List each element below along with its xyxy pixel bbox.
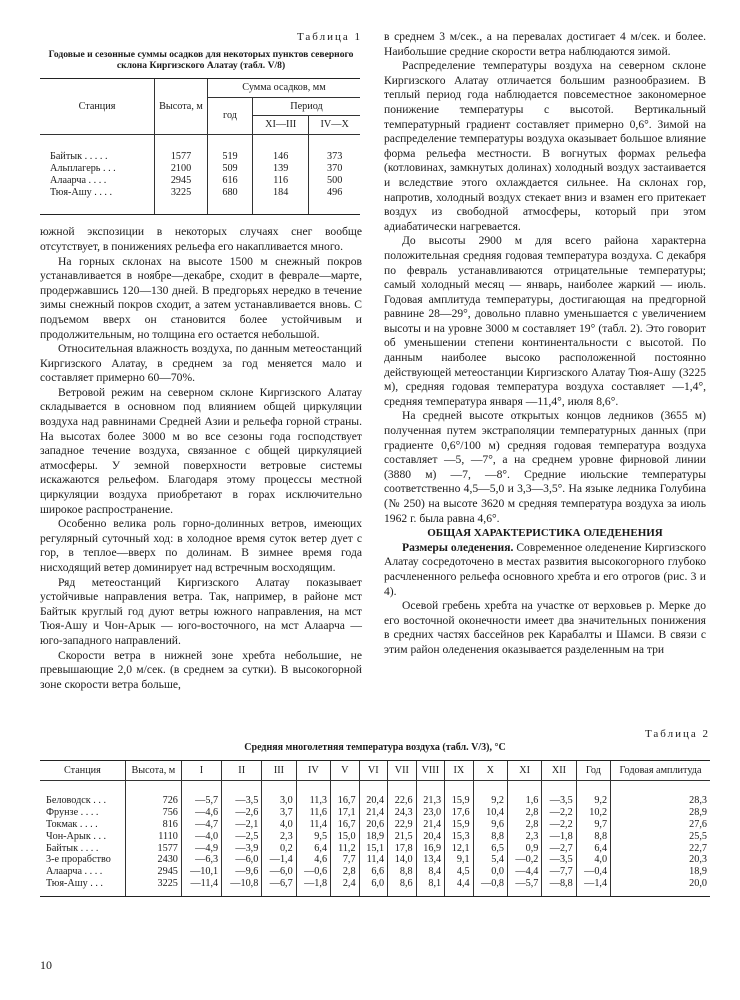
table2-cell: 6,6 bbox=[359, 866, 388, 878]
right-paragraph: в среднем 3 м/сек., а на перевалах достигает 4 м/сек. и более. Наибольшие средние скорости ветра наблюдаются зимой. bbox=[384, 30, 706, 58]
table2-cell: —5,7 bbox=[181, 781, 221, 807]
table2-cell: 3,0 bbox=[262, 781, 296, 807]
table2-cell: 28,3 bbox=[611, 781, 710, 807]
table2-cell: 1110 bbox=[125, 831, 181, 843]
table1-cell-year: 680 bbox=[208, 187, 253, 215]
table2-cell: 3,7 bbox=[262, 807, 296, 819]
table-row bbox=[40, 175, 360, 187]
table2-cell: —4,9 bbox=[181, 843, 221, 855]
table1-cell-p1: 146 bbox=[253, 135, 309, 163]
table2-cell: 18,9 bbox=[359, 831, 388, 843]
table2-header-cell: V bbox=[331, 760, 360, 781]
table2-header-cell: Высота, м bbox=[125, 760, 181, 781]
table2-cell: 22,9 bbox=[388, 819, 417, 831]
table2-cell: 15,9 bbox=[445, 819, 474, 831]
table2-cell: 14,0 bbox=[388, 854, 417, 866]
table2-cell: 27,6 bbox=[611, 819, 710, 831]
table2-cell: 4,4 bbox=[445, 878, 474, 896]
table1-cell-station: Альплагерь . . . bbox=[50, 162, 116, 174]
table2-cell: 21,3 bbox=[416, 781, 445, 807]
table2-cell: 18,9 bbox=[611, 866, 710, 878]
left-paragraph: На горных склонах на высоте 1500 м снежный покров устанавливается в ноябре—декабре, сходит в феврале—марте, продержавшись 120—130 дней. В предгорьях нередко в течение зимы снежный покров сходит, а затем устанавливается вновь. С подъемом вверх он становится более устойчивым и продолжительным, но толщина его остается небольшой. bbox=[40, 254, 362, 341]
table2-cell: —2,2 bbox=[542, 807, 576, 819]
table2-cell: —4,6 bbox=[181, 807, 221, 819]
table1-header-p2: IV—X bbox=[309, 116, 360, 135]
table1-header-p1: XI—III bbox=[253, 116, 309, 135]
table2-cell: 3225 bbox=[125, 878, 181, 896]
table2-cell: —7,7 bbox=[542, 866, 576, 878]
table2-cell: 6,4 bbox=[296, 843, 330, 855]
table2-cell: 2,8 bbox=[331, 866, 360, 878]
table1-cell-year: 519 bbox=[208, 135, 253, 163]
left-column bbox=[40, 30, 362, 692]
table1-cell-height: 2100 bbox=[155, 163, 208, 175]
table2-cell: —2,7 bbox=[542, 843, 576, 855]
table2-cell-station: Беловодск . . . bbox=[46, 795, 107, 807]
table2-cell: —1,4 bbox=[576, 878, 610, 896]
table2-cell: 2,3 bbox=[262, 831, 296, 843]
right-paragraph: На средней высоте открытых концов ледников (3655 м) полученная путем экстраполяции температурных данных (при градиенте 0,6°/100 м) средняя годовая температура воздуха составляет —5, —7°, а на среднем уровне фирновой линии (3880 м) —7, —8°. Средние июльские температуры соответственно 4,5—5,0 и 3,3—3,5°. На языке ледника Голубина (№ 250) на высоте 3620 м средняя температура воздуха за июль 1962 г. была равна 4,6°. bbox=[384, 409, 706, 525]
table2-cell: —8,8 bbox=[542, 878, 576, 896]
table2-cell: 22,7 bbox=[611, 843, 710, 855]
table1-cell-station: Байтык . . . . . bbox=[50, 151, 108, 163]
table2 bbox=[40, 760, 710, 897]
table2-cell: 7,7 bbox=[331, 854, 360, 866]
table2-header-row bbox=[40, 760, 710, 781]
table1-header-period: Период bbox=[253, 97, 361, 116]
table2-cell: 20,4 bbox=[416, 831, 445, 843]
table2-cell: 16,9 bbox=[416, 843, 445, 855]
table2-cell: 8,6 bbox=[388, 878, 417, 896]
table2-cell: 0,0 bbox=[473, 866, 507, 878]
table2-header-cell: XII bbox=[542, 760, 576, 781]
table2-cell: 11,4 bbox=[296, 819, 330, 831]
table2-header-cell: Годовая амплитуда bbox=[611, 760, 710, 781]
table-row bbox=[40, 866, 710, 878]
runin-heading: Размеры оледенения. bbox=[402, 540, 514, 554]
table2-block bbox=[40, 728, 710, 897]
table2-cell-station: Тюя-Ашу . . . bbox=[40, 878, 125, 896]
table2-cell-station: Байтык . . . . bbox=[46, 842, 99, 854]
left-paragraph: южной экспозиции в некоторых случаях снег вообще отсутствует, в понижениях рельефа его накапливается много. bbox=[40, 225, 362, 253]
table2-header-cell: X bbox=[473, 760, 507, 781]
table-row bbox=[40, 807, 710, 819]
table2-header-cell: Год bbox=[576, 760, 610, 781]
table2-cell: 23,0 bbox=[416, 807, 445, 819]
table2-cell: 10,2 bbox=[576, 807, 610, 819]
table1-cell-p2: 496 bbox=[309, 187, 360, 215]
table2-cell: 2430 bbox=[125, 854, 181, 866]
table2-cell: 1,6 bbox=[507, 781, 541, 807]
table2-cell: 2945 bbox=[125, 866, 181, 878]
table2-cell: 816 bbox=[125, 819, 181, 831]
table2-cell: 15,3 bbox=[445, 831, 474, 843]
table2-cell: —4,0 bbox=[181, 831, 221, 843]
table1-cell-p2: 370 bbox=[309, 163, 360, 175]
table2-cell: —4,4 bbox=[507, 866, 541, 878]
right-paragraph: Осевой гребень хребта на участке от верховьев р. Мерке до его восточной оконечности имеет два значительных понижения в средних частях бассейнов рек Карабалты и Шамси. В связи с этим район оледенения оказывается разделенным на три bbox=[384, 599, 706, 656]
table-row bbox=[40, 831, 710, 843]
table2-cell: 25,5 bbox=[611, 831, 710, 843]
table1-cell-year: 509 bbox=[208, 163, 253, 175]
table2-cell: 9,6 bbox=[473, 819, 507, 831]
table2-cell: 21,4 bbox=[359, 807, 388, 819]
table2-header-cell: II bbox=[222, 760, 262, 781]
table2-cell: 10,4 bbox=[473, 807, 507, 819]
table2-cell: 8,4 bbox=[416, 866, 445, 878]
table2-cell: 8,8 bbox=[388, 866, 417, 878]
table1-cell-height: 3225 bbox=[155, 187, 208, 215]
table2-cell: 2,3 bbox=[507, 831, 541, 843]
table2-cell: 5,4 bbox=[473, 854, 507, 866]
table2-header-cell: VIII bbox=[416, 760, 445, 781]
left-paragraph: Ряд метеостанций Киргизского Алатау показывает устойчивые направления ветра. Так, например, в районе мст Байтык круглый год дуют ветры южного направления, на мст Тюя-Ашу и Чон-Арык — юго-восточного, на мст Алаарча — юго-западного направлений. bbox=[40, 575, 362, 647]
table2-cell: 20,0 bbox=[611, 878, 710, 896]
table2-cell: —6,7 bbox=[262, 878, 296, 896]
table2-cell: 24,3 bbox=[388, 807, 417, 819]
table1-header-station: Станция bbox=[40, 78, 155, 134]
table2-cell: —2,6 bbox=[222, 807, 262, 819]
table2-cell: —6,0 bbox=[262, 866, 296, 878]
table2-cell: 6,5 bbox=[473, 843, 507, 855]
table1 bbox=[40, 78, 360, 216]
table2-cell: 20,3 bbox=[611, 854, 710, 866]
right-paragraph bbox=[384, 541, 706, 599]
table2-cell: —1,8 bbox=[542, 831, 576, 843]
table-row bbox=[40, 187, 360, 215]
table-row bbox=[40, 163, 360, 175]
table2-cell: —3,5 bbox=[542, 854, 576, 866]
table-row bbox=[40, 878, 710, 896]
table2-cell: 15,0 bbox=[331, 831, 360, 843]
table1-cell-p1: 139 bbox=[253, 163, 309, 175]
table-row bbox=[40, 854, 710, 866]
table2-header-cell: Станция bbox=[40, 760, 125, 781]
table2-cell: 11,3 bbox=[296, 781, 330, 807]
table2-cell-station: Токмак . . . . bbox=[46, 818, 98, 830]
table1-cell-p1: 116 bbox=[253, 175, 309, 187]
table2-cell: 17,8 bbox=[388, 843, 417, 855]
table-row bbox=[40, 843, 710, 855]
table2-cell: 12,1 bbox=[445, 843, 474, 855]
table2-cell: 28,9 bbox=[611, 807, 710, 819]
table2-cell: —9,6 bbox=[222, 866, 262, 878]
table2-cell: 6,4 bbox=[576, 843, 610, 855]
left-paragraph: Скорости ветра в нижней зоне хребта небольшие, не превышающие 2,0 м/сек. (в среднем за сутки). В высокогорной зоне скорости ветра больше, bbox=[40, 648, 362, 691]
table1-cell-height: 2945 bbox=[155, 175, 208, 187]
left-paragraph: Особенно велика роль горно-долинных ветров, имеющих регулярный суточный ход: в холодное время суток ветер дует с гор, в теплое—вверх по долинам. В зимнее время года нисходящий ветер доминирует над встречным восходящим. bbox=[40, 517, 362, 575]
table2-header-cell: VII bbox=[388, 760, 417, 781]
table2-cell: —1,4 bbox=[262, 854, 296, 866]
table2-cell: —0,2 bbox=[507, 854, 541, 866]
right-paragraph: До высоты 2900 м для всего района характерна положительная средняя годовая температура воздуха. С декабря по февраль устанавливаются отрицательные температуры; самый холодный месяц — январь, наиболее жаркий — июль. Годовая амплитуда температуры, достигающая на предгорной равнине 28—29°, довольно плавно уменьшается с увеличением высоты и на уровне 3000 м составляет 19° (табл. 2). Это говорит об уменьшении степени континентальности с высотой. По данным наиболее высоко расположенной постоянно действующей метеостанции Киргизского Алатау Тюя-Ашу (3225 м), средняя годовая температура воздуха составляет —1,4°, средняя температура января —11,4°, июля 8,6°. bbox=[384, 234, 706, 408]
table2-cell: 15,9 bbox=[445, 781, 474, 807]
table2-cell: 8,1 bbox=[416, 878, 445, 896]
table2-cell: 13,4 bbox=[416, 854, 445, 866]
table-row bbox=[40, 819, 710, 831]
table2-cell: 1577 bbox=[125, 843, 181, 855]
table1-header-year: год bbox=[208, 97, 253, 135]
table1-cell-station: Алаарча . . . . bbox=[50, 174, 107, 186]
table1-caption: Годовые и сезонные суммы осадков для некоторых пунктов северного склона Киргизского Алатау (табл. V/8) bbox=[48, 48, 354, 72]
table2-cell: 11,4 bbox=[359, 854, 388, 866]
table-row bbox=[40, 781, 710, 807]
left-paragraph: Относительная влажность воздуха, по данным метеостанций Киргизского Алатау, в среднем за год меняется мало и составляет примерно 60—70%. bbox=[40, 342, 362, 385]
table2-cell: 756 bbox=[125, 807, 181, 819]
table2-body bbox=[40, 781, 710, 896]
table2-cell: —0,8 bbox=[473, 878, 507, 896]
table1-cell-year: 616 bbox=[208, 175, 253, 187]
table2-cell: —2,5 bbox=[222, 831, 262, 843]
table2-cell-station: Чон-Арык . . . bbox=[46, 830, 107, 842]
left-paragraph: Ветровой режим на северном склоне Киргизского Алатау складывается в основном под влиянием общей циркуляции воздуха над равнинами Средней Азии и рельефа горной страны. На высотах более 3000 м во все сезоны года господствует западное течение воздуха, связанное с общей циркуляцией атмосферы. У земной поверхности ветровые системы искажаются рельефом. Благодаря этому процессы местной циркуляции воздуха приобретают в горах исключительно широкое распространение. bbox=[40, 385, 362, 516]
table1-cell-p1: 184 bbox=[253, 187, 309, 215]
right-paragraph: Распределение температуры воздуха на северном склоне Киргизского Алатау отличается большим разнообразием. В теплый период года наблюдается повсеместное закономерное понижение температуры с высотой. Вертикальный температурный градиент составляет примерно 0,6°. Зимой на распределение температуры воздуха оказывает большое влияние форма рельефа местности. В вогнутых формах рельефа (котловинах, замкнутых долинах) холодный воздух застаивается и вследствие этого охлаждается сильнее. На склонах гор, напротив, холодный воздух стекает вниз и взамен его притекает воздух из свободной атмосферы, который при этом адиабатически нагревается. bbox=[384, 59, 706, 233]
table2-cell: 17,6 bbox=[445, 807, 474, 819]
table2-cell: 2,8 bbox=[507, 819, 541, 831]
table2-cell: 726 bbox=[125, 781, 181, 807]
table-row bbox=[40, 135, 360, 163]
table2-label: Таблица 2 bbox=[644, 728, 710, 740]
right-column bbox=[384, 30, 706, 658]
table2-cell: 20,4 bbox=[359, 781, 388, 807]
table2-cell: 21,5 bbox=[388, 831, 417, 843]
table1-cell-station: Тюя-Ашу . . . . bbox=[40, 187, 155, 215]
table2-cell: 11,2 bbox=[331, 843, 360, 855]
page-number: 10 bbox=[40, 958, 52, 972]
table1-label: Таблица 1 bbox=[296, 31, 362, 43]
table2-cell: —3,5 bbox=[222, 781, 262, 807]
table2-cell: 16,7 bbox=[331, 781, 360, 807]
table2-cell: 8,8 bbox=[473, 831, 507, 843]
table2-cell: 2,4 bbox=[331, 878, 360, 896]
table2-cell: —10,1 bbox=[181, 866, 221, 878]
table2-header-cell: I bbox=[181, 760, 221, 781]
table2-cell: 17,1 bbox=[331, 807, 360, 819]
table2-cell: 4,0 bbox=[576, 854, 610, 866]
table2-cell: 9,2 bbox=[473, 781, 507, 807]
table2-cell: —11,4 bbox=[181, 878, 221, 896]
table2-cell: 20,6 bbox=[359, 819, 388, 831]
table2-cell: —5,7 bbox=[507, 878, 541, 896]
table2-cell-station: 3-е прорабство bbox=[46, 854, 111, 866]
table2-cell: —6,3 bbox=[181, 854, 221, 866]
table2-cell: —3,9 bbox=[222, 843, 262, 855]
table2-cell: 0,9 bbox=[507, 843, 541, 855]
table2-cell: —4,7 bbox=[181, 819, 221, 831]
table2-cell: 8,8 bbox=[576, 831, 610, 843]
table2-cell: 16,7 bbox=[331, 819, 360, 831]
table2-cell: 15,1 bbox=[359, 843, 388, 855]
table2-cell: 22,6 bbox=[388, 781, 417, 807]
table1-header-sum: Сумма осадков, мм bbox=[208, 78, 361, 97]
table2-cell: 4,0 bbox=[262, 819, 296, 831]
table2-cell: 2,8 bbox=[507, 807, 541, 819]
table2-cell-station: Алаарча . . . . bbox=[46, 866, 103, 878]
table2-cell: —6,0 bbox=[222, 854, 262, 866]
table2-cell: 9,5 bbox=[296, 831, 330, 843]
table2-cell: —2,2 bbox=[542, 819, 576, 831]
table2-cell-station: Фрунзе . . . . bbox=[46, 807, 99, 819]
table2-header-cell: IX bbox=[445, 760, 474, 781]
table2-cell: —0,6 bbox=[296, 866, 330, 878]
table2-cell: 0,2 bbox=[262, 843, 296, 855]
table2-cell: 21,4 bbox=[416, 819, 445, 831]
table2-cell: 4,6 bbox=[296, 854, 330, 866]
paragraph-text: Современное оледенение Киргизского Алатау сосредоточено в местах развития высокогорного глубоко расчлененного рельефа основного хребта и его отрогов (рис. 3 и 4). bbox=[384, 540, 707, 598]
table2-cell: 4,5 bbox=[445, 866, 474, 878]
table2-cell: 9,2 bbox=[576, 781, 610, 807]
table2-header-cell: III bbox=[262, 760, 296, 781]
table2-cell: 9,1 bbox=[445, 854, 474, 866]
table2-cell: —1,8 bbox=[296, 878, 330, 896]
table1-cell-p2: 373 bbox=[309, 135, 360, 163]
table2-cell: —0,4 bbox=[576, 866, 610, 878]
table1-header-height: Высота, м bbox=[155, 78, 208, 134]
table2-header-cell: VI bbox=[359, 760, 388, 781]
table2-cell: —10,8 bbox=[222, 878, 262, 896]
table2-cell: —3,5 bbox=[542, 781, 576, 807]
table2-header-cell: IV bbox=[296, 760, 330, 781]
table1-cell-height: 1577 bbox=[155, 135, 208, 163]
table1-cell-p2: 500 bbox=[309, 175, 360, 187]
table2-cell: 6,0 bbox=[359, 878, 388, 896]
section-heading: ОБЩАЯ ХАРАКТЕРИСТИКА ОЛЕДЕНЕНИЯ bbox=[427, 527, 663, 540]
table2-caption: Средняя многолетняя температура воздуха (табл. V/3), °С bbox=[244, 742, 506, 753]
table2-header-cell: XI bbox=[507, 760, 541, 781]
table2-cell: —2,1 bbox=[222, 819, 262, 831]
table2-cell: 11,6 bbox=[296, 807, 330, 819]
table2-cell: 9,7 bbox=[576, 819, 610, 831]
